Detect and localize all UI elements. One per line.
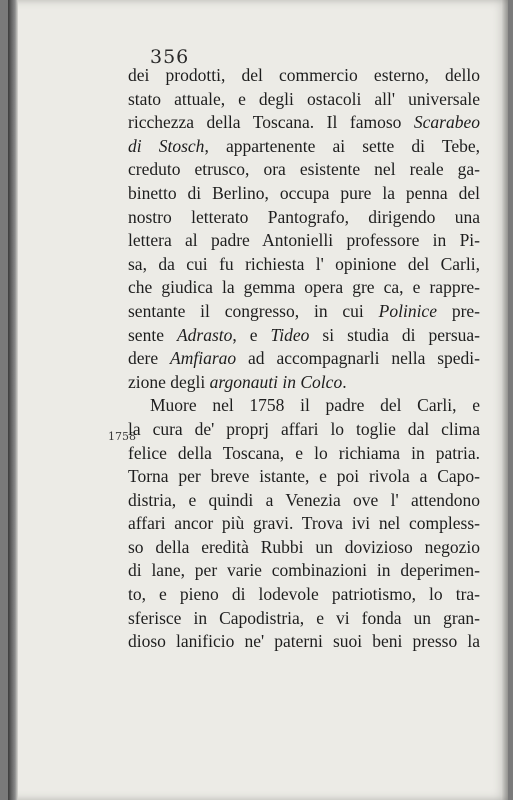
text-segment: . <box>342 371 347 392</box>
text-line <box>128 135 480 159</box>
text-line <box>128 607 480 631</box>
text-segment: binetto di Berlino, occupa pure la penna del <box>128 182 480 203</box>
text-line <box>128 418 480 442</box>
text-line <box>128 630 480 654</box>
text-line <box>128 442 480 466</box>
text-segment: ad accompagnarli nella spedi- <box>236 348 480 369</box>
text-segment: di lane, per varie combinazioni in deperimen- <box>128 560 480 581</box>
text-line <box>128 253 480 277</box>
text-line <box>128 512 480 536</box>
text-line <box>128 182 480 206</box>
italic-text-segment: di Stosch <box>128 135 205 156</box>
text-segment: Torna per breve istante, e poi rivola a Capo- <box>128 466 480 487</box>
text-segment: si studia di persua- <box>309 324 480 345</box>
text-line <box>128 276 480 300</box>
page-edge-shadow <box>502 0 508 800</box>
text-line <box>128 347 480 371</box>
text-line <box>128 64 480 88</box>
text-line <box>128 111 480 135</box>
text-line <box>128 583 480 607</box>
text-line <box>128 465 480 489</box>
page-number: 356 <box>150 46 190 68</box>
text-segment: dei prodotti, del commercio esterno, dello <box>128 65 480 85</box>
text-segment: , e <box>232 324 271 345</box>
text-line <box>128 489 480 513</box>
text-line <box>128 536 480 560</box>
italic-text-segment: Adrasto <box>176 324 233 345</box>
text-segment: pre- <box>436 300 480 321</box>
text-segment: ricchezza della Toscana. Il famoso <box>128 112 414 133</box>
italic-text-segment: Scarabeo <box>413 112 480 133</box>
italic-text-segment: argonauti in Colco <box>209 371 343 392</box>
text-line <box>128 206 480 230</box>
text-segment: creduto etrusco, ora esistente nel reale ga- <box>128 159 480 180</box>
text-line <box>128 394 480 418</box>
text-segment: sferisce in Capodistria, e vi fonda un gran- <box>128 607 480 628</box>
text-segment: sentante il congresso, in cui <box>128 300 379 321</box>
italic-text-segment: Amfiarao <box>170 348 237 369</box>
text-segment: nostro letterato Pantografo, dirigendo una <box>128 206 480 227</box>
text-segment: sa, da cui fu richiesta l' opinione del Carli, <box>128 253 480 274</box>
book-page <box>8 0 508 800</box>
text-segment: dere <box>128 348 171 369</box>
text-line <box>128 559 480 583</box>
text-segment: to, e pieno di lodevole patriotismo, lo tra- <box>128 584 480 605</box>
body-text <box>128 64 480 654</box>
text-line <box>128 300 480 324</box>
text-segment: so della eredità Rubbi un dovizioso negozio <box>128 536 480 557</box>
text-line <box>128 229 480 253</box>
book-spine-shadow <box>8 0 18 800</box>
text-segment: felice della Toscana, e lo richiama in patria. <box>128 442 480 463</box>
text-line <box>128 324 480 348</box>
text-segment: la cura de' proprj affari lo toglie dal clima <box>128 418 480 439</box>
text-segment: sente <box>128 324 177 345</box>
text-segment: zione degli <box>128 371 210 392</box>
italic-text-segment: Polinice <box>378 300 437 321</box>
margin-note-year: 1758 <box>108 430 136 443</box>
text-segment: , appartenente ai sette di Tebe, <box>204 135 480 156</box>
text-line <box>128 158 480 182</box>
text-segment: lettera al padre Antonielli professore in Pi- <box>128 230 480 251</box>
text-segment: che giudica la gemma opera gre ca, e rappre- <box>128 277 480 298</box>
text-segment: distria, e quindi a Venezia ove l' attendono <box>128 489 480 510</box>
text-segment: Muore nel 1758 il padre del Carli, e <box>150 395 480 416</box>
text-segment: stato attuale, e degli ostacoli all' universale <box>128 88 480 109</box>
text-segment: dioso lanificio ne' paterni suoi beni presso la <box>128 631 480 652</box>
italic-text-segment: Tideo <box>270 324 310 345</box>
text-line <box>128 88 480 112</box>
text-line <box>128 371 480 395</box>
text-segment: affari ancor più gravi. Trova ivi nel compless- <box>128 513 480 534</box>
